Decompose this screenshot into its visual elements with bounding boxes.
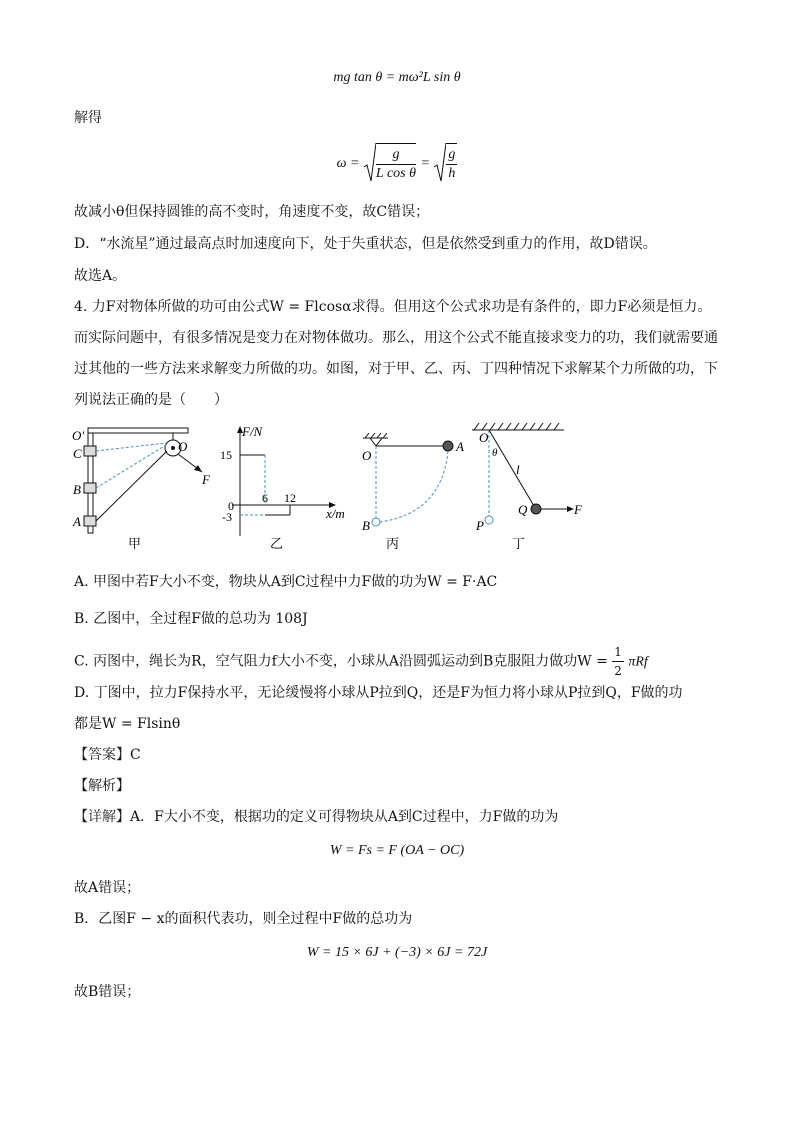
bing-label-a: A (456, 439, 464, 454)
fraction-2-den: h (448, 166, 456, 181)
answer-value: C (130, 747, 141, 763)
jia-label-o-prime: O′ (72, 428, 85, 443)
yi-ylabel: F/N (242, 424, 263, 439)
fraction-1 (376, 143, 416, 183)
yi-tick-12: 12 (284, 491, 296, 505)
q4-line-3: 过其他的一些方法来求解变力所做的功。如图，对于甲、乙、丙、丁四种情况下求解某个力所做的功，下 (74, 361, 718, 377)
sqrt-2 (434, 143, 446, 183)
q4-line-4: 列说法正确的是（ ） (74, 392, 228, 408)
option-c-frac-num: 1 (612, 643, 624, 662)
bing-label-o: O (362, 448, 372, 463)
figure-yi (220, 424, 345, 551)
jia-label-b: B (73, 482, 81, 497)
yi-tick-0: 0 (228, 499, 234, 513)
equation-2 (0, 143, 794, 183)
answer-line (74, 745, 141, 765)
detail-b-text: B．乙图F − x的面积代表功，则全过程中F做的总功为 (74, 911, 413, 927)
fraction-2-num: g (446, 146, 457, 165)
answer-tag: 【答案】 (74, 747, 130, 763)
yi-tick-m3: -3 (222, 510, 232, 524)
equation-4: W = 15 × 6J + (−3) × 6J = 72J (306, 945, 488, 960)
figure-bing (362, 433, 464, 551)
fraction-1-num: g (376, 146, 416, 165)
ding-caption: 丁 (512, 536, 526, 551)
yi-tick-6: 6 (262, 491, 268, 505)
option-c-frac-den: 2 (614, 664, 622, 678)
sqrt-1 (364, 143, 376, 183)
option-d-line-1: D. 丁图中，拉力F保持水平，无论缓慢将小球从P拉到Q，还是F为恒力将小球从P拉到Q，F做的功 (74, 685, 683, 701)
detail-a-line (74, 807, 558, 827)
option-c-fraction (612, 643, 624, 680)
yi-caption: 乙 (270, 536, 284, 551)
wrong-a: 故A错误； (74, 880, 141, 896)
jia-label-o: O (178, 439, 188, 454)
ding-label-q: Q (518, 502, 528, 517)
jia-label-f: F (202, 472, 210, 487)
eq2-lhs: ω = (336, 156, 360, 171)
option-b: B. 乙图中，全过程F做的总功为 108J (74, 611, 308, 627)
figure-four-cases (70, 418, 610, 558)
fraction-2 (446, 143, 457, 183)
ding-label-f: F (574, 502, 582, 517)
jia-caption: 甲 (128, 536, 142, 551)
option-c-text: C. 丙图中，绳长为R，空气阻力f大小不变，小球从A沿圆弧运动到B克服阻力做功W = (74, 653, 608, 670)
yi-xlabel: x/m (326, 506, 345, 521)
ding-label-theta: θ (492, 447, 498, 459)
yi-tick-15: 15 (220, 448, 232, 462)
bing-caption: 丙 (386, 536, 400, 551)
figure-jia (72, 428, 211, 551)
ding-label-p: P (476, 518, 484, 533)
line-c-wrong: 故减小θ但保持圆锥的高不变时，角速度不变，故C错误； (74, 204, 430, 220)
jia-label-c: C (73, 446, 82, 461)
option-a: A. 甲图中若F大小不变，物块从A到C过程中力F做的功为W = F·AC (74, 574, 498, 590)
detail-tag: 【详解】 (74, 809, 130, 825)
equation-1: mg tan θ = mω²L sin θ (333, 70, 461, 85)
eq2-equals: = (420, 156, 430, 171)
q4-line-2: 而实际问题中，有很多情况是变力在对物体做功。那么，用这个公式不能直接求变力的功，我们就需要通 (74, 330, 718, 346)
fraction-1-den: L cos θ (375, 166, 416, 181)
q4-line-1: 4. 力F对物体所做的功可由公式W = Flcosα求得。但用这个公式求功是有条件的，即力F必须是恒力。 (74, 299, 712, 315)
analysis-tag: 【解析】 (74, 778, 130, 794)
option-c-post: πRf (628, 654, 648, 670)
option-d-line-2: 都是W = Flsinθ (74, 716, 181, 732)
detail-a-text: A．F大小不变，根据功的定义可得物块从A到C过程中，力F做的功为 (130, 809, 559, 825)
ding-label-o: O (479, 430, 489, 445)
ding-label-l: l (516, 462, 520, 477)
option-c (74, 643, 648, 680)
line-d-wrong: D．“水流星”通过最高点时加速度向下，处于失重状态，但是依然受到重力的作用，故D错误。 (74, 236, 657, 252)
equation-3: W = Fs = F (OA − OC) (329, 843, 465, 858)
line-choose-a: 故选A。 (74, 268, 127, 284)
sqrt-sign-icon (434, 143, 446, 183)
sqrt-sign-icon (364, 143, 376, 183)
jia-label-a: A (73, 514, 81, 529)
solve-label: 解得 (74, 110, 102, 126)
bing-label-b: B (362, 518, 370, 533)
wrong-b: 故B错误； (74, 984, 141, 1000)
figure-ding (472, 423, 583, 551)
